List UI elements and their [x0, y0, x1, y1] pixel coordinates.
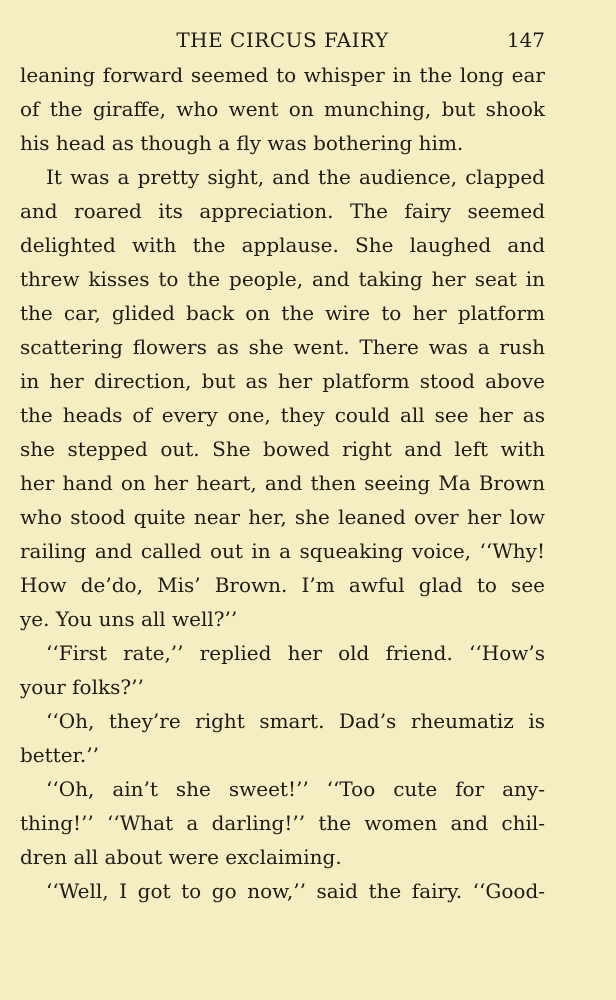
text-line: her hand on her heart, and then seeing Ma Brown — [20, 471, 545, 495]
text-line: scattering flowers as she went. There was a rush — [20, 335, 545, 359]
text-line: delighted with the applause. She laughed and — [20, 233, 545, 257]
text-line: railing and called out in a squeaking voice, ‘‘Why! — [20, 539, 545, 563]
text-line: dren all about were exclaiming. — [20, 845, 342, 869]
text-line: ye. You uns all well?’’ — [20, 607, 238, 631]
text-line: better.’’ — [20, 743, 99, 767]
text-line: It was a pretty sight, and the audience, clapped — [46, 165, 545, 189]
text-line: the car, glided back on the wire to her platform — [20, 301, 545, 325]
page-header — [20, 26, 545, 54]
text-line: of the giraffe, who went on munching, but shook — [20, 97, 545, 121]
body-text — [20, 58, 545, 908]
text-line: ‘‘First rate,’’ replied her old friend. ‘‘How’s — [46, 641, 545, 665]
text-line: she stepped out. She bowed right and left with — [20, 437, 545, 461]
page-number: 147 — [506, 28, 545, 52]
text-line: thing!’’ ‘‘What a darling!’’ the women and chil- — [20, 811, 545, 835]
text-line: ‘‘Well, I got to go now,’’ said the fairy. ‘‘Good- — [46, 879, 545, 903]
text-line: ‘‘Oh, they’re right smart. Dad’s rheumatiz is — [46, 709, 545, 733]
text-line: and roared its appreciation. The fairy seemed — [20, 199, 545, 223]
text-line: his head as though a fly was bothering him. — [20, 131, 464, 155]
text-line: threw kisses to the people, and taking her seat in — [20, 267, 545, 291]
text-line: leaning forward seemed to whisper in the long ear — [20, 63, 545, 87]
text-line: the heads of every one, they could all see her as — [20, 403, 545, 427]
text-line: How de’do, Mis’ Brown. I’m awful glad to see — [20, 573, 545, 597]
running-title: THE CIRCUS FAIRY — [176, 28, 389, 52]
text-line: who stood quite near her, she leaned over her low — [20, 505, 545, 529]
text-line: your folks?’’ — [20, 675, 144, 699]
text-line: in her direction, but as her platform stood above — [20, 369, 545, 393]
text-line: ‘‘Oh, ain’t she sweet!’’ ‘‘Too cute for any- — [46, 777, 545, 801]
